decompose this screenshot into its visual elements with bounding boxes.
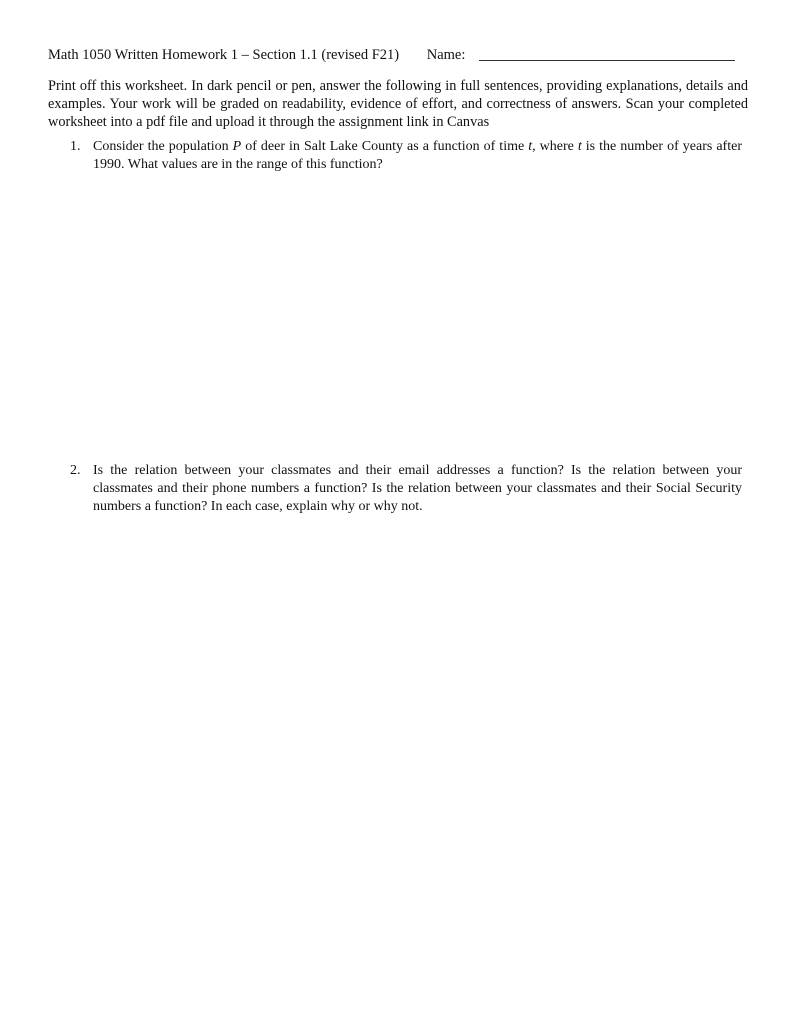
question-number: 1. <box>70 139 81 154</box>
worksheet-header <box>48 44 748 64</box>
question-text-segment: is the number of years after 1990. What values are in the range of this function? <box>93 139 742 172</box>
name-label: Name: <box>426 47 466 63</box>
question-text-segment: of deer in Salt Lake County as a function of time <box>241 139 529 154</box>
question-text-segment: , where <box>532 139 578 154</box>
instructions-paragraph: Print off this worksheet. In dark pencil or pen, answer the following in full sentences, providing explanations, details and examples. Your work will be graded on readability, evidence of effort, and correctness of answers. Scan your completed worksheet into a pdf file and upload it through the assignment link in Canvas <box>48 78 748 130</box>
worksheet-title: Math 1050 Written Homework 1 – Section 1.1 (revised F21) <box>48 47 400 63</box>
question-1 <box>70 138 742 174</box>
question-number: 2. <box>70 463 81 478</box>
name-blank-line <box>479 46 735 61</box>
variable-p: P <box>232 139 242 154</box>
variable-t: t <box>577 139 582 154</box>
question-text: Is the relation between your classmates and their email addresses a function? Is the relation between your classmates and their phone numbers a function? Is the relation between your classmates and their Social Security numbers a function? In each case, explain why or why not. <box>93 463 742 514</box>
variable-t: t <box>528 139 533 154</box>
question-text <box>93 138 742 174</box>
question-text-segment: Consider the population <box>93 139 233 154</box>
question-2 <box>70 462 742 516</box>
